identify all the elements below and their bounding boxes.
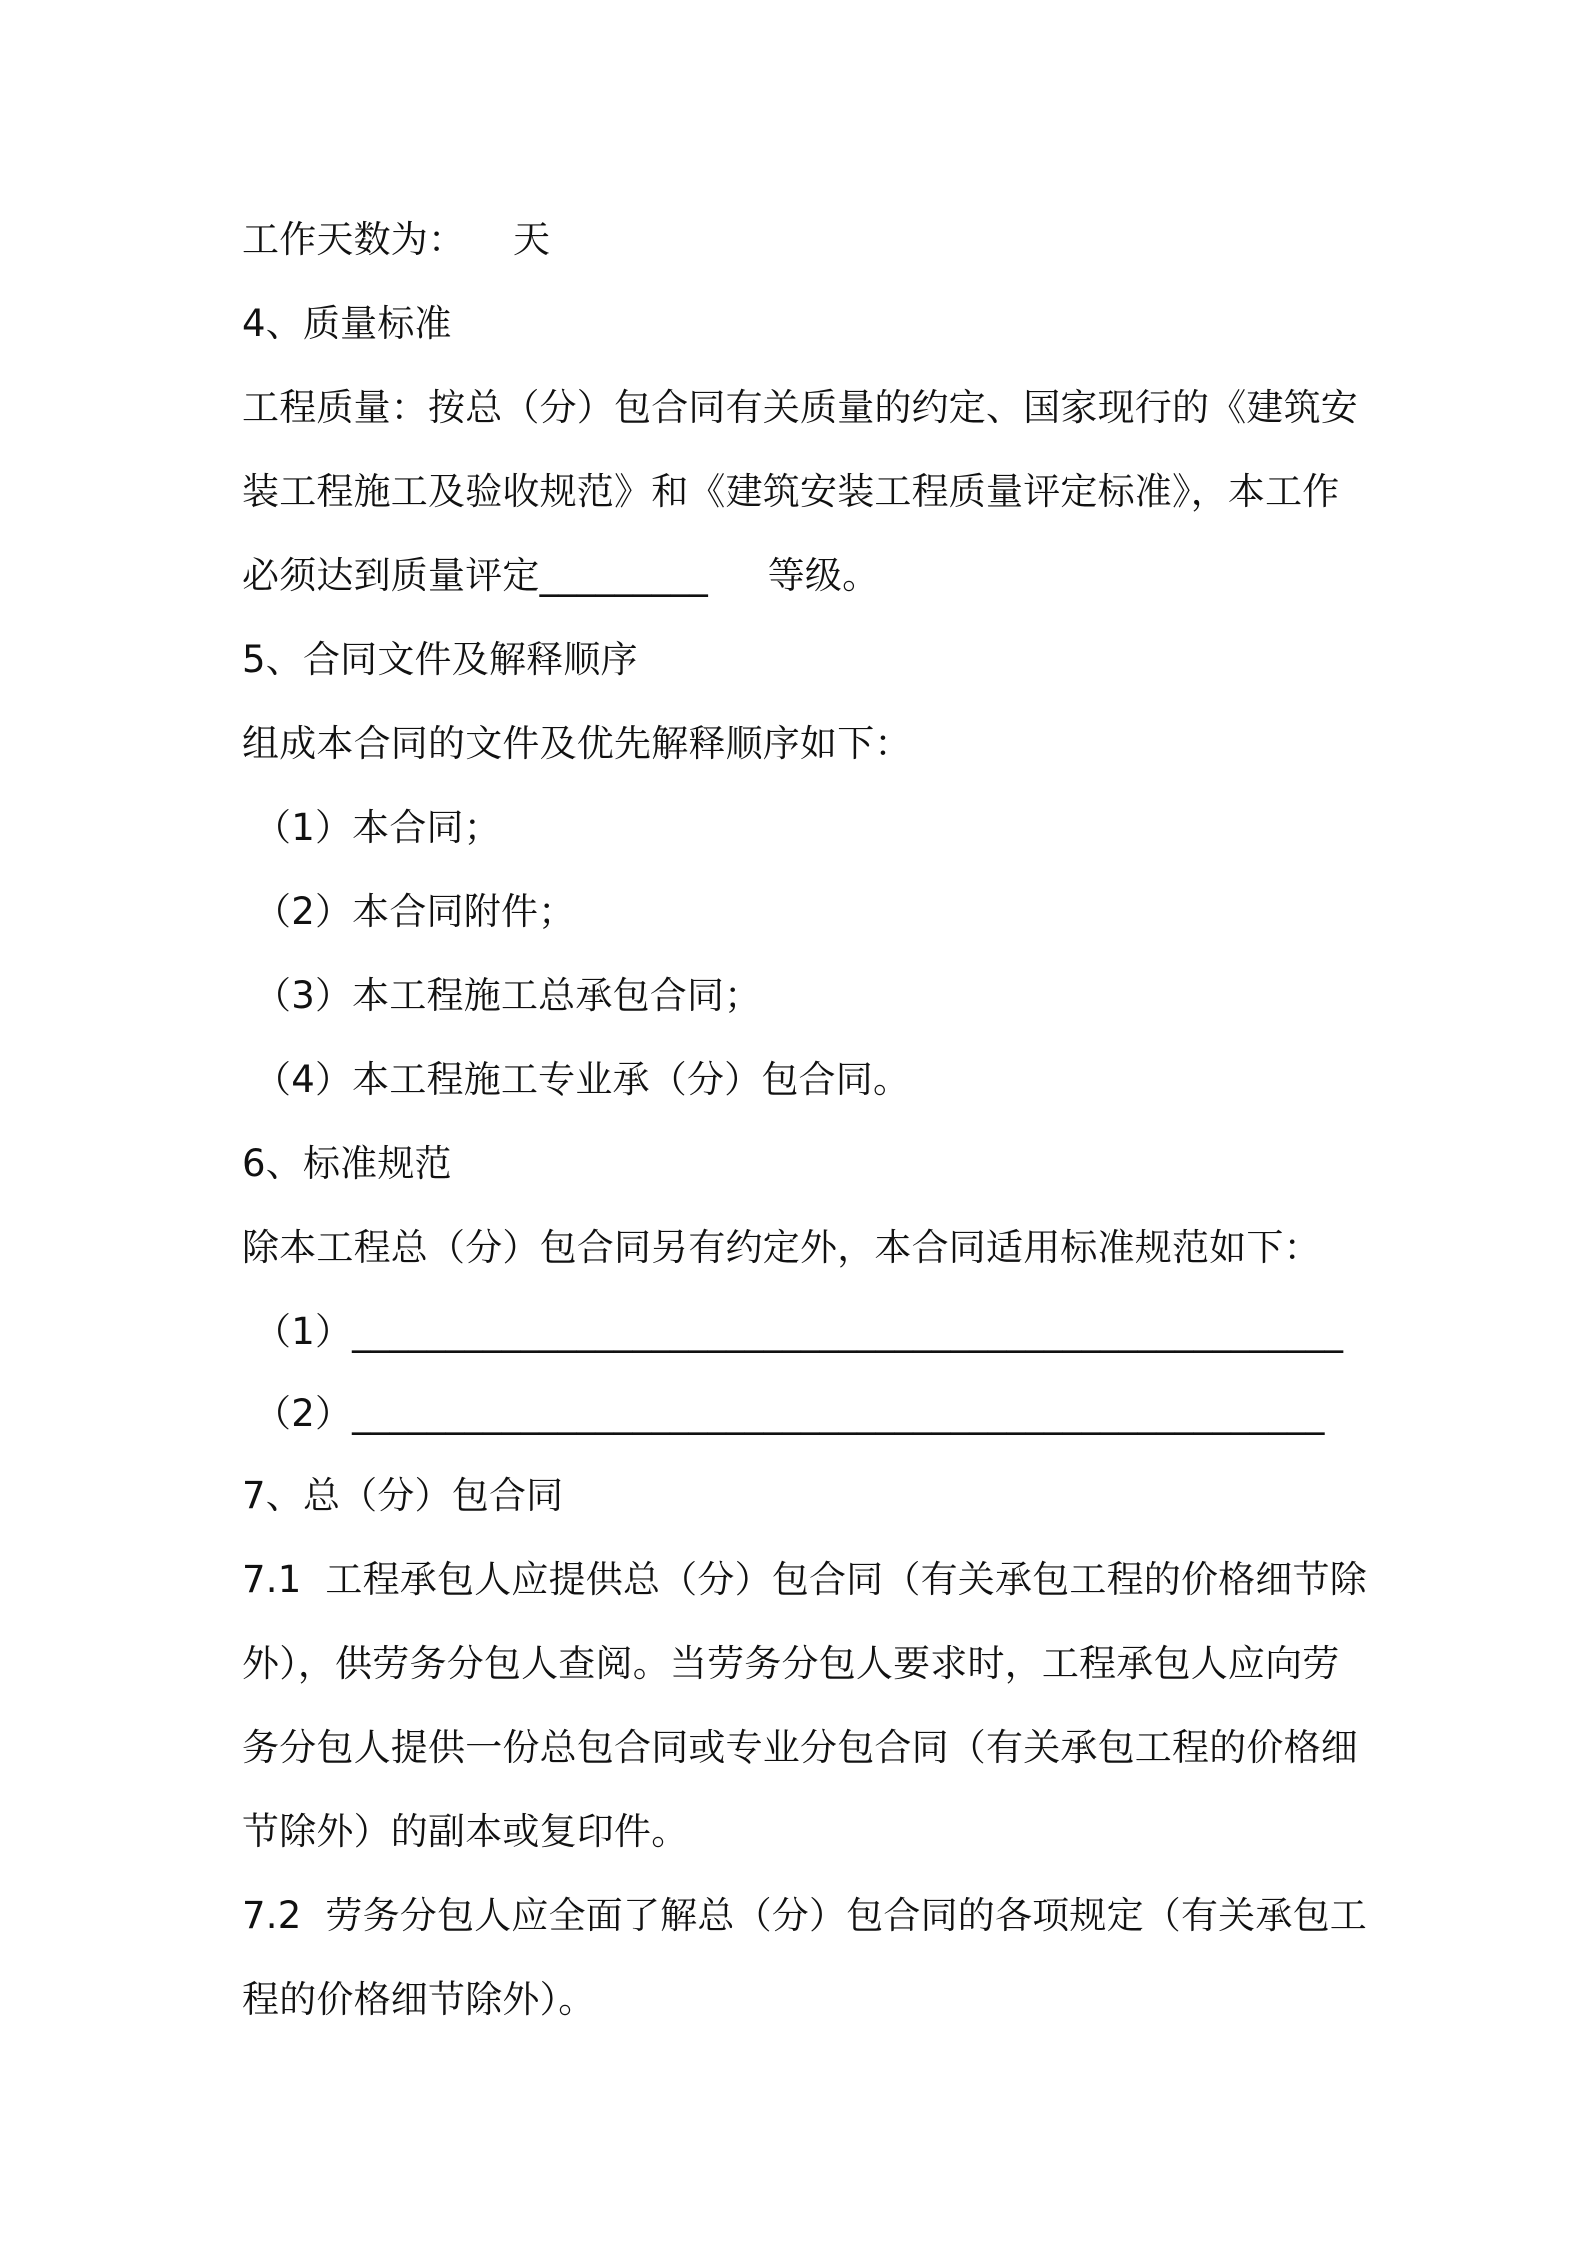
section-heading-standards: 6、标准规范 bbox=[242, 1142, 452, 1185]
paragraph-7-2-line-1: 7.2 劳务分包人应全面了解总（分）包合同的各项规定（有关承包工 bbox=[242, 1894, 1367, 1937]
list-item-document-4: （4）本工程施工专业承（分）包合同。 bbox=[254, 1058, 911, 1101]
paragraph-standards-intro: 除本工程总（分）包合同另有约定外，本合同适用标准规范如下： bbox=[242, 1226, 1321, 1269]
paragraph-7-2-line-2: 程的价格细节除外）。 bbox=[242, 1978, 596, 2021]
paragraph-documents-intro: 组成本合同的文件及优先解释顺序如下： bbox=[242, 722, 912, 765]
paragraph-quality-line-2: 装工程施工及验收规范》和《建筑安装工程质量评定标准》，本工作 bbox=[242, 470, 1340, 513]
paragraph-7-1-line-3: 务分包人提供一份总包合同或专业分包合同（有关承包工程的价格细 bbox=[242, 1726, 1358, 1769]
working-days-line: 工作天数为： 天 bbox=[242, 218, 551, 261]
paragraph-7-1-line-1: 7.1 工程承包人应提供总（分）包合同（有关承包工程的价格细节除 bbox=[242, 1558, 1367, 1601]
section-heading-main-contract: 7、总（分）包合同 bbox=[242, 1474, 564, 1517]
list-item-document-2: （2）本合同附件； bbox=[254, 890, 576, 933]
section-heading-contract-documents: 5、合同文件及解释顺序 bbox=[242, 638, 638, 681]
list-item-standard-2-blank: （2）____________________________________________________ bbox=[254, 1392, 1325, 1435]
list-item-standard-1-blank: （1）_____________________________________________________ bbox=[254, 1310, 1344, 1353]
paragraph-7-1-line-4: 节除外）的副本或复印件。 bbox=[242, 1810, 689, 1853]
paragraph-7-1-line-2: 外），供劳务分包人查阅。当劳务分包人要求时，工程承包人应向劳 bbox=[242, 1642, 1340, 1685]
list-item-document-1: （1）本合同； bbox=[254, 806, 501, 849]
list-item-document-3: （3）本工程施工总承包合同； bbox=[254, 974, 762, 1017]
section-heading-quality-standard: 4、质量标准 bbox=[242, 302, 452, 345]
document-body bbox=[242, 198, 1367, 2042]
paragraph-quality-line-1: 工程质量：按总（分）包合同有关质量的约定、国家现行的《建筑安 bbox=[242, 386, 1358, 429]
paragraph-quality-line-3: 必须达到质量评定_________ 等级。 bbox=[242, 554, 880, 597]
